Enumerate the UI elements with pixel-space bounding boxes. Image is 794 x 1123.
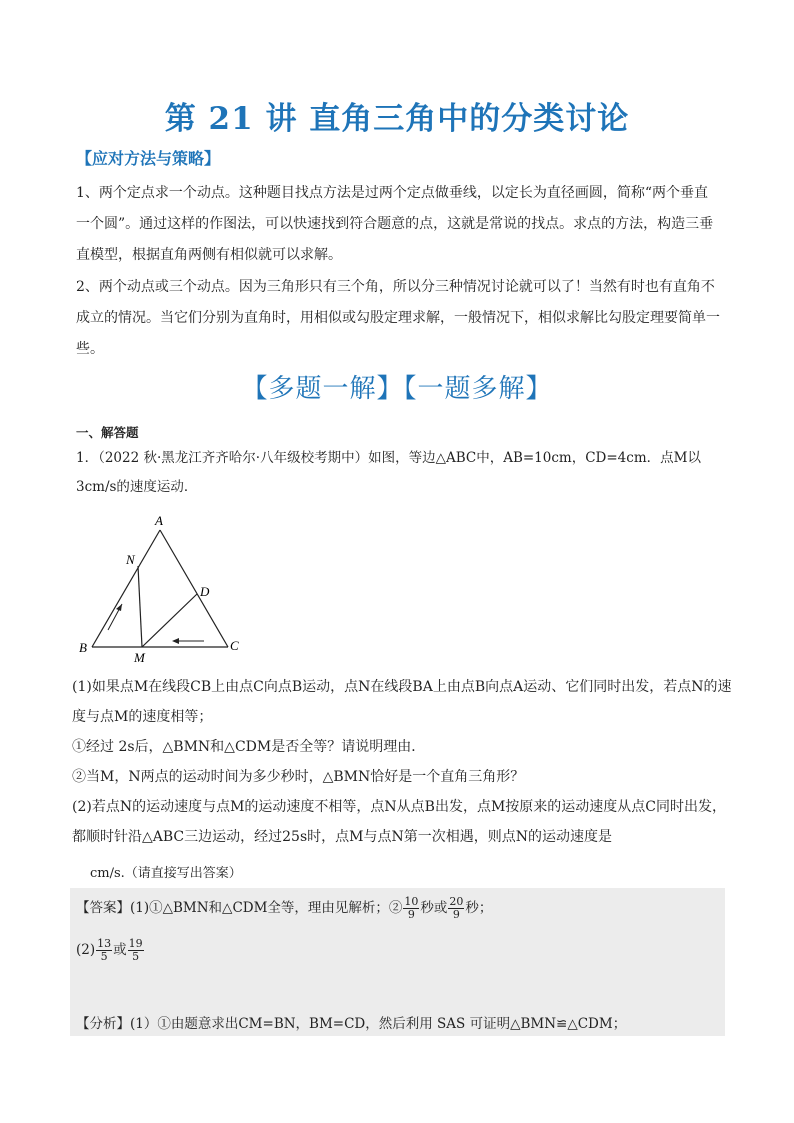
strategy-paragraph-2: 2、两个动点或三个动点。因为三角形只有三个角，所以分三种情况讨论就可以了！当然有时也有直角不成立的情况。当它们分别为直角时，用相似或勾股定理求解，一般情况下，相似求解比勾股定理要简单一些。 [76, 279, 720, 357]
fraction-19-5: $\frac{19}{5}$ [128, 937, 143, 963]
side-ac [160, 530, 228, 647]
answer-row1-prefix: (1)①△BMN和△CDM全等，理由见解析；② [130, 900, 403, 916]
label-d: D [200, 584, 210, 599]
answer-row-1 [76, 896, 492, 921]
analysis-text: (1）①由题意求出CM=BN，BM=CD，然后利用 SAS 可证明△BMN≌△CDM； [130, 1016, 627, 1032]
subheading: 【多题一解】【一题多解】 [241, 374, 553, 404]
analysis-box [70, 1006, 725, 1036]
analysis-label: 【分析】 [76, 1016, 130, 1032]
label-a: A [155, 513, 163, 528]
page-title: 第 21 讲 直角三角中的分类讨论 [164, 101, 630, 137]
analysis-row [76, 1012, 626, 1032]
part2-tail: cm/s.（请直接写出答案） [90, 866, 242, 881]
label-c: C [230, 638, 239, 653]
label-n: N [126, 552, 135, 567]
part1-i-text: ①经过 2s后，△BMN和△CDM是否全等？请说明理由． [72, 739, 426, 755]
fraction-20-9: $\frac{20}{9}$ [449, 895, 464, 921]
part2-text: (2)若点N的运动速度与点M的运动速度不相等，点N从点B出发，点M按原来的运动速度从点C同时出发，都顺时针沿△ABC三边运动，经过25s时，点M与点N第一次相遇，则点N的运动速度是 [72, 799, 726, 845]
segment-md [142, 594, 197, 647]
answer-mid: 秒或 [420, 900, 448, 916]
strategy-paragraph-1: 1、两个定点求一个动点。这种题目找点方法是过两个定点做垂线，以定长为直径画圆，简称“两个垂直一个圆”。通过这样的作图法，可以快速找到符合题意的点，这就是常说的找点。求点的方法，构造三垂直模型，根据直角两侧有相似就可以求解。 [76, 185, 714, 263]
segment-mn [138, 566, 142, 647]
answer-row2-prefix: (2) [76, 942, 96, 958]
question-body [72, 672, 732, 852]
answer-row-2 [76, 938, 145, 963]
label-b: B [79, 640, 87, 655]
arrow-cb-head [172, 638, 179, 644]
strategy-heading: 【应对方法与策略】 [76, 149, 221, 168]
side-ab [92, 530, 160, 647]
part1-ii-text: ②当M，N两点的运动时间为多少秒时，△BMN恰好是一个直角三角形？ [72, 769, 525, 785]
fraction-10-9: $\frac{10}{9}$ [404, 895, 419, 921]
question-intro: 1．（2022 秋·黑龙江齐齐哈尔·八年级校考期中）如图，等边△ABC中，AB=10cm，CD=4cm．点M以3cm/s的速度运动． [76, 450, 701, 495]
triangle-figure [74, 510, 254, 670]
section-title: 一、解答题 [76, 425, 139, 440]
label-m: M [134, 650, 145, 665]
answer-or: 或 [113, 942, 127, 958]
fraction-13-5: $\frac{13}{5}$ [97, 937, 112, 963]
answer-box [70, 888, 725, 1006]
answer-row1-suffix: 秒； [465, 900, 493, 916]
answer-label: 【答案】 [76, 900, 130, 916]
part1-text: (1)如果点M在线段CB上由点C向点B运动，点N在线段BA上由点B向点A运动、它们同时出发，若点N的速度与点M的速度相等； [72, 679, 732, 725]
